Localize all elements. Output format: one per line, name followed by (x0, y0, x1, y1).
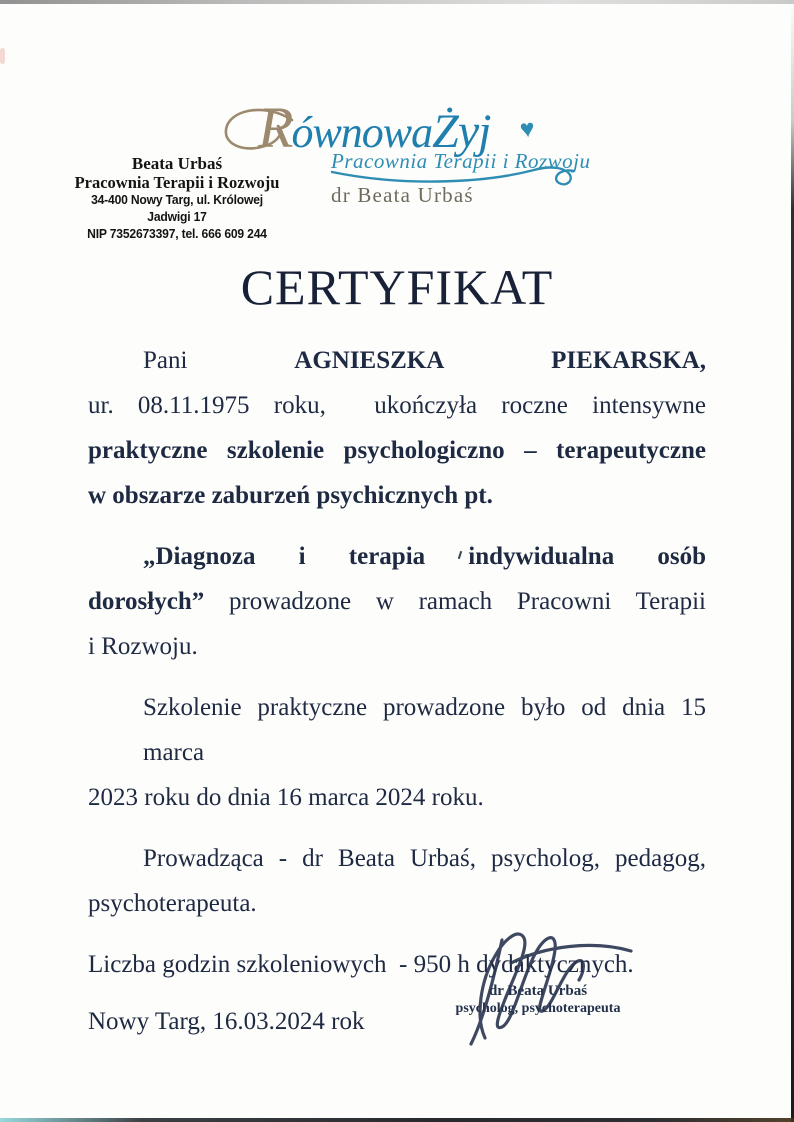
text-line (88, 338, 706, 383)
text-segment: AGNIESZKA (294, 347, 445, 374)
contact-org: Pracownia Terapii i Rozwoju (74, 173, 280, 192)
text-line (88, 685, 706, 775)
certificate-title: CERTYFIKAT (240, 259, 554, 315)
contact-block (66, 155, 288, 243)
scan-bottom-edge (0, 1118, 794, 1122)
doctor-name-line: dr Beata Urbaś (331, 183, 474, 207)
contact-name: Beata Urbaś (131, 154, 223, 173)
logo-flourish-swirl (218, 108, 296, 160)
scan-smudge (0, 48, 5, 64)
paragraph (88, 685, 706, 820)
text-line (88, 383, 706, 428)
logo-text-zyj: Żyj (432, 105, 491, 158)
text-line (88, 579, 706, 624)
body-paragraphs (88, 338, 706, 1003)
logo-subtitle: Pracownia Terapii i Rozwoju (331, 149, 591, 173)
place-date-line: Nowy Targ, 16.03.2024 rok (88, 1008, 365, 1035)
contact-address: 34-400 Nowy Targ, ul. Królowej Jadwigi 17 (91, 193, 263, 224)
text-segment: prowadzone w ramach Pracowni Terapii (228, 588, 707, 615)
text-line (88, 836, 706, 881)
text-segment: i Rozwoju. (88, 633, 198, 660)
heart-icon: ♥ (518, 115, 537, 144)
text-segment: Szkolenie praktyczne prowadzone było od dnia 15 marca (143, 694, 706, 766)
paragraph (88, 836, 706, 926)
text-segment: psychoterapeuta. (88, 890, 257, 917)
text-segment: „Diagnoza i terapia indywidualna osób (143, 543, 706, 570)
text-segment: Prowadząca - dr Beata Urbaś, psycholog, pedagog, (143, 845, 706, 872)
text-segment: praktyczne szkolenie psychologiczno – terapeutyczne (88, 437, 706, 464)
text-segment: Liczba godzin szkoleniowych - 950 h dydaktycznych. (88, 951, 634, 978)
scan-top-edge (0, 0, 794, 4)
text-line (88, 473, 706, 518)
handwritten-signature (445, 916, 640, 1048)
text-line (88, 428, 706, 473)
signature-role: psycholog, psychoterapeuta (455, 1001, 621, 1016)
text-segment: ur. 08.11.1975 roku, ukończyła roczne intensywne (88, 392, 706, 419)
text-segment: dorosłych” (88, 588, 205, 615)
text-line (88, 534, 706, 579)
logo-text-middle: ównowa (291, 108, 433, 157)
text-line (88, 624, 706, 669)
text-segment: 2023 roku do dnia 16 marca 2024 roku. (88, 784, 484, 811)
text-segment: w obszarze zaburzeń psychicznych pt. (88, 482, 493, 509)
text-line (88, 775, 706, 820)
text-segment: PIEKARSKA, (551, 347, 707, 374)
contact-nip-tel: NIP 7352673397, tel. 666 609 244 (87, 227, 267, 241)
paragraph (88, 338, 706, 518)
signature-name: dr Beata Urbaś (488, 983, 588, 999)
logo-letter-r: R (258, 95, 292, 160)
text-segment: Pani (143, 347, 188, 374)
paragraph (88, 534, 706, 669)
